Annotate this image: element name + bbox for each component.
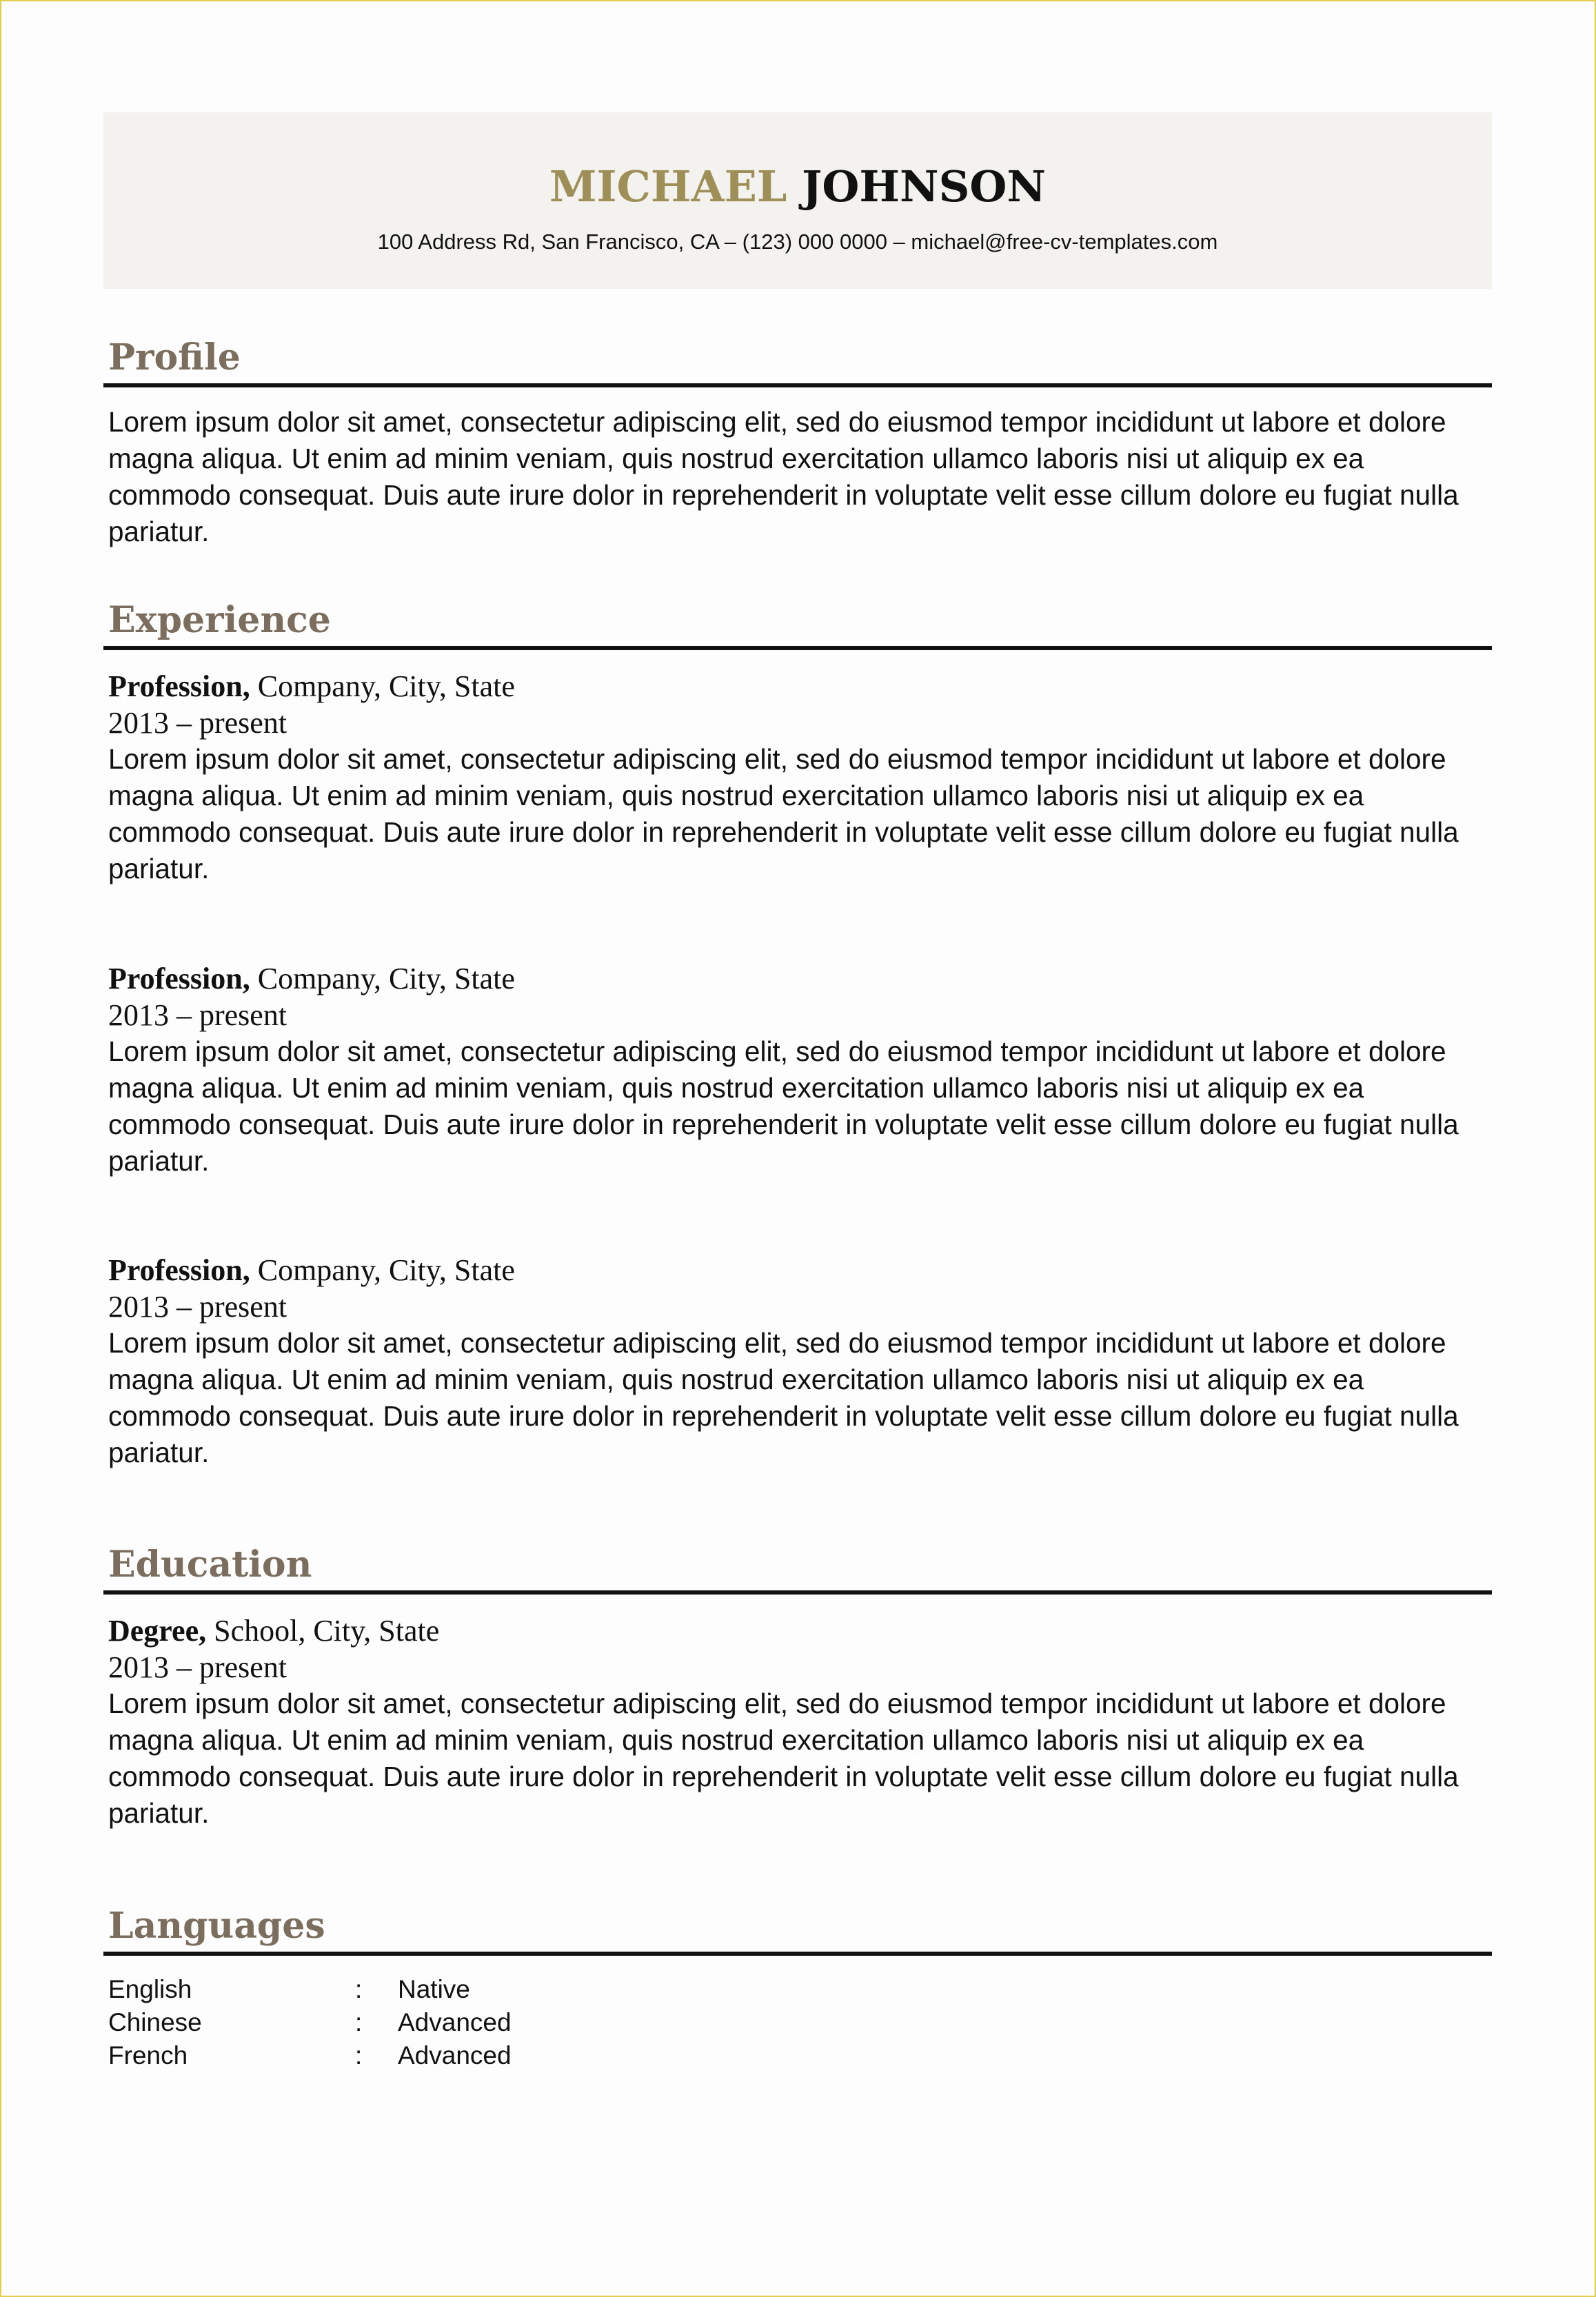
entry-description: Lorem ipsum dolor sit amet, consectetur adipiscing elit, sed do eiusmod tempor incididunt ut labore et dolore magna aliqua. Ut enim ad minim veniam, quis nostrud exercitation ullamco laboris nisi ut aliquip ex ea commodo consequat. Duis aute irure dolor in reprehenderit in voluptate velit esse cillum dolore eu fugiat nulla pariatur. [108,743,1459,884]
language-separator: : [355,2008,363,2036]
entry-place: Company, City, State [250,962,515,995]
language-separator: : [355,1975,363,2003]
entry-place: Company, City, State [250,1253,515,1287]
language-row [108,2039,591,2072]
entry-description: Lorem ipsum dolor sit amet, consectetur adipiscing elit, sed do eiusmod tempor incididunt ut labore et dolore magna aliqua. Ut enim ad minim veniam, quis nostrud exercitation ullamco laboris nisi ut aliquip ex ea commodo consequat. Duis aute irure dolor in reprehenderit in voluptate velit esse cillum dolore eu fugiat nulla pariatur. [108,1688,1459,1829]
language-name: English [108,1975,192,2003]
section-title-experience: Experience [108,599,331,641]
section-divider [103,646,1492,650]
experience-entry [108,668,1492,887]
section-title-languages: Languages [108,1905,325,1947]
language-level: Advanced [398,2008,512,2036]
entry-heading [108,1252,1492,1288]
entry-place: School, City, State [206,1614,440,1648]
entry-description: Lorem ipsum dolor sit amet, consectetur adipiscing elit, sed do eiusmod tempor incididunt ut labore et dolore magna aliqua. Ut enim ad minim veniam, quis nostrud exercitation ullamco laboris nisi ut aliquip ex ea commodo consequat. Duis aute irure dolor in reprehenderit in voluptate velit esse cillum dolore eu fugiat nulla pariatur. [108,1327,1459,1468]
first-name: MICHAEL [549,161,787,212]
entry-heading [108,668,1492,705]
language-level: Advanced [398,2041,512,2070]
section-title-education: Education [108,1544,312,1586]
language-name: Chinese [108,2008,202,2036]
header-banner [103,112,1492,289]
section-languages [103,1902,1492,1956]
language-name: French [108,2041,188,2070]
section-profile [103,334,1492,550]
last-name: JOHNSON [802,161,1047,212]
contact-line: 100 Address Rd, San Francisco, CA – (123) 000 0000 – michael@free-cv-templates.com [377,230,1218,254]
section-divider [103,383,1492,387]
entry-role: Profession, [108,669,250,703]
entry-role: Profession, [108,962,250,995]
entry-role: Degree, [108,1614,207,1648]
languages-table [108,1973,591,2072]
section-experience [103,596,1492,650]
language-row [108,1973,591,2006]
entry-place: Company, City, State [250,669,515,703]
section-divider [103,1590,1492,1595]
language-separator: : [355,2041,363,2070]
entry-date: 2013 – present [108,1650,287,1684]
entry-date: 2013 – present [108,1290,287,1324]
language-level: Native [398,1975,470,2003]
experience-entry [108,1252,1492,1471]
candidate-name [103,159,1492,214]
profile-text: Lorem ipsum dolor sit amet, consectetur adipiscing elit, sed do eiusmod tempor incididunt ut labore et dolore magna aliqua. Ut enim ad minim veniam, quis nostrud exercitation ullamco laboris nisi ut aliquip ex ea commodo consequat. Duis aute irure dolor in reprehenderit in voluptate velit esse cillum dolore eu fugiat nulla pariatur. [108,406,1459,547]
section-education [103,1541,1492,1595]
experience-entry [108,960,1492,1180]
language-row [108,2006,591,2039]
section-title-profile: Profile [108,336,241,378]
education-entry [108,1612,1492,1832]
entry-description: Lorem ipsum dolor sit amet, consectetur adipiscing elit, sed do eiusmod tempor incididunt ut labore et dolore magna aliqua. Ut enim ad minim veniam, quis nostrud exercitation ullamco laboris nisi ut aliquip ex ea commodo consequat. Duis aute irure dolor in reprehenderit in voluptate velit esse cillum dolore eu fugiat nulla pariatur. [108,1035,1459,1177]
entry-heading [108,1612,1492,1649]
entry-role: Profession, [108,1253,250,1287]
section-divider [103,1952,1492,1956]
entry-heading [108,960,1492,997]
entry-date: 2013 – present [108,706,287,740]
entry-date: 2013 – present [108,998,287,1032]
